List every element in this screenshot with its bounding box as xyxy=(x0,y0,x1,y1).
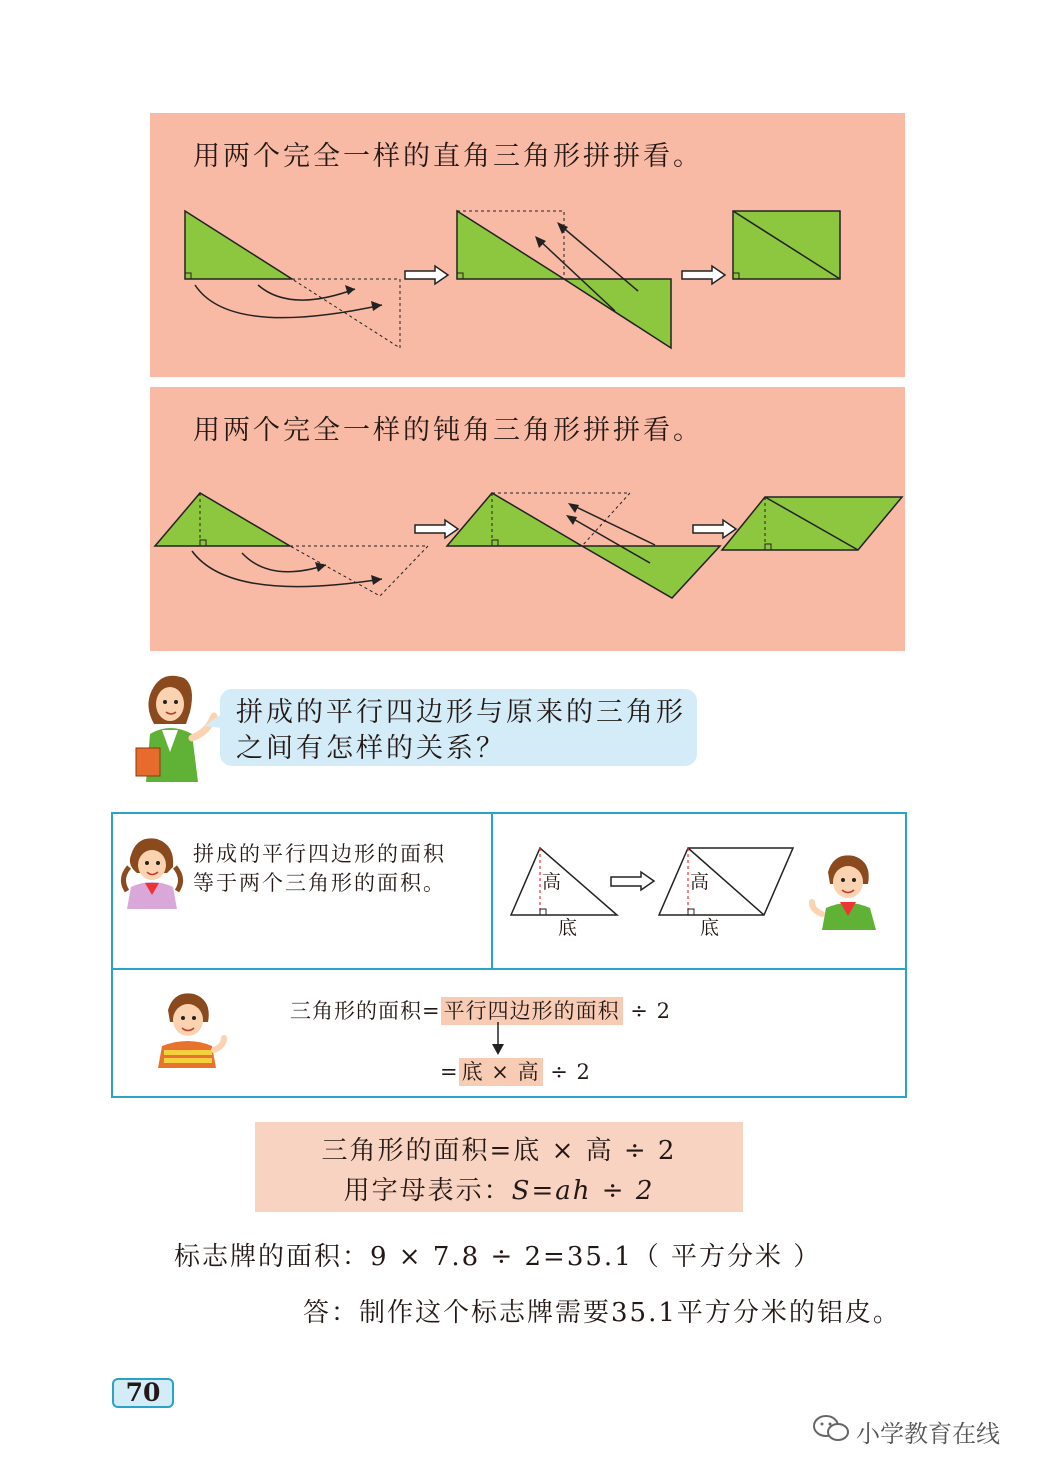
table-divider-horizontal xyxy=(111,968,907,970)
bubble-tail xyxy=(204,712,224,732)
derivation-line2 xyxy=(440,1056,591,1086)
obtuse-triangle-diagram xyxy=(150,387,905,651)
formula-line2 xyxy=(255,1170,743,1207)
answer-sentence: 答：制作这个标志牌需要35.1平方分米的铝皮。 xyxy=(303,1298,901,1328)
derivation-times: × xyxy=(491,1060,510,1084)
page-number: 70 xyxy=(112,1378,174,1408)
formula-line2-prefix: 用字母表示： xyxy=(343,1176,512,1206)
teacher-question-line1: 拼成的平行四边形与原来的三角形 xyxy=(236,697,686,728)
derivation-base-times-height xyxy=(459,1058,543,1086)
table-divider-vertical xyxy=(491,812,493,969)
boy-illustration-right xyxy=(808,850,888,930)
girl-statement xyxy=(193,840,446,898)
right-triangle-diagram xyxy=(150,113,905,377)
triangle-area-formula-box xyxy=(255,1122,743,1212)
watermark-text: 小学教育在线 xyxy=(856,1420,1000,1448)
obtuse-triangle-panel-title: 用两个完全一样的钝角三角形拼拼看。 xyxy=(193,415,703,446)
derivation-lhs: 三角形的面积= xyxy=(290,999,441,1023)
girl-statement-line2: 等于两个三角形的面积。 xyxy=(193,871,446,895)
teacher-question-bubble xyxy=(220,689,697,766)
base-label-1: 底 xyxy=(558,917,580,939)
derivation-height: 高 xyxy=(517,1060,540,1084)
derivation-arrow xyxy=(490,1022,506,1056)
derivation-eq: = xyxy=(440,1060,459,1084)
wechat-icon xyxy=(812,1414,852,1444)
derivation-div2-a: ÷ 2 xyxy=(630,999,671,1023)
derivation-base: 底 xyxy=(461,1060,484,1084)
formula-letters: S=ah ÷ 2 xyxy=(511,1176,655,1206)
height-label-2: 高 xyxy=(690,871,712,893)
boy-illustration-left xyxy=(150,988,230,1068)
right-triangle-panel-title: 用两个完全一样的直角三角形拼拼看。 xyxy=(193,141,703,172)
derivation-div2-b: ÷ 2 xyxy=(550,1060,591,1084)
height-label-1: 高 xyxy=(542,871,564,893)
base-label-2: 底 xyxy=(700,917,722,939)
derivation-line1 xyxy=(290,995,671,1025)
formula-line1: 三角形的面积=底 × 高 ÷ 2 xyxy=(321,1136,677,1166)
girl-statement-line1: 拼成的平行四边形的面积 xyxy=(193,842,446,866)
sign-area-calculation: 标志牌的面积：9 × 7.8 ÷ 2=35.1（ 平方分米 ） xyxy=(174,1242,822,1272)
derivation-parallelogram-area: 平行四边形的面积 xyxy=(441,997,623,1025)
girl-illustration xyxy=(117,835,189,909)
teacher-question-line2: 之间有怎样的关系？ xyxy=(236,733,506,764)
